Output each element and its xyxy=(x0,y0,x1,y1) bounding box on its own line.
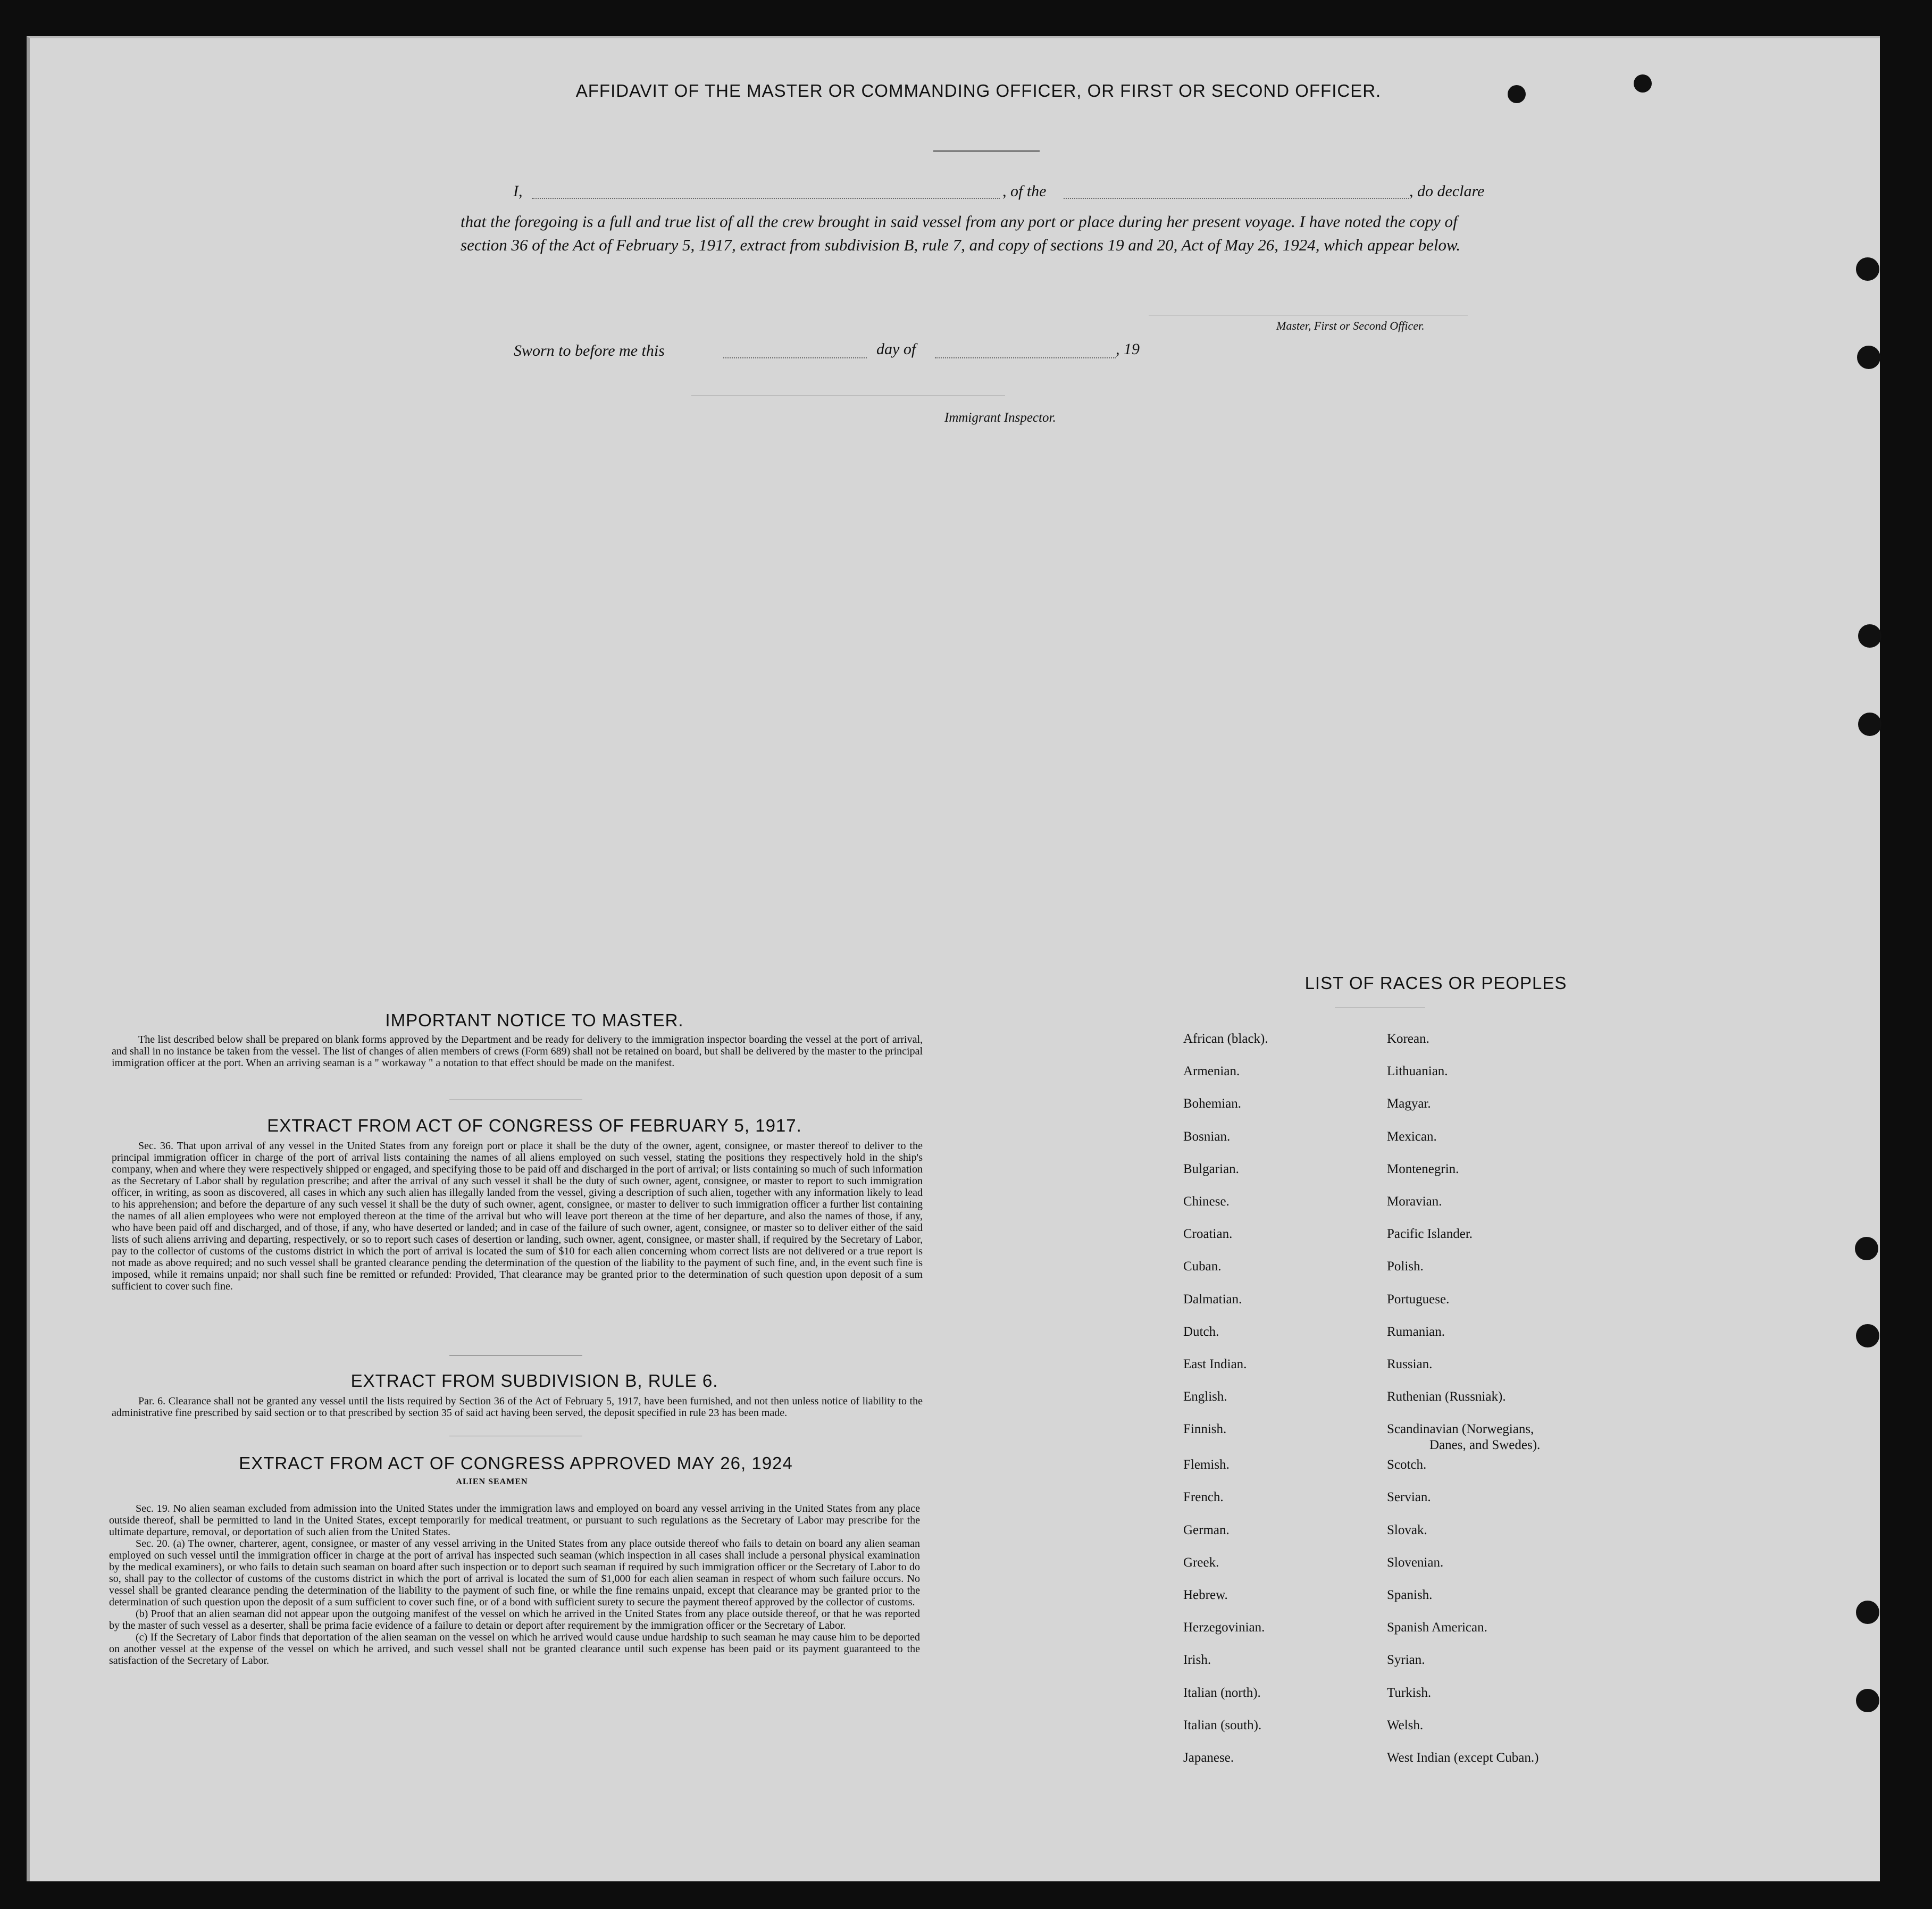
notice-paragraph: The list described below shall be prepared on blank forms approved by the Department and be ready for delivery to the immigration inspector boarding the vessel at the port of arrival, and shall in no instance be taken from the vessel. The list of changes of alien members of crews (Form 689) shall not be retained on board, but shall be delivered by the master to the principal immigration officer at the port. When an arriving seaman is a " workaway " a notation to that effect should be made on the manifest. xyxy=(112,1034,923,1069)
race-item: Italian (south). xyxy=(1183,1718,1262,1732)
race-item: English. xyxy=(1183,1389,1227,1404)
punch-hole xyxy=(1856,1689,1879,1712)
race-item: Welsh. xyxy=(1387,1718,1424,1732)
affidavit-heading: AFFIDAVIT OF THE MASTER OR COMMANDING OFFICER, OR FIRST OR SECOND OFFICER. xyxy=(575,81,1382,101)
race-item: Lithuanian. xyxy=(1387,1064,1448,1079)
extract-1917-heading: EXTRACT FROM ACT OF CONGRESS OF FEBRUARY 5, 1917. xyxy=(267,1116,802,1135)
affidavit-paragraph: that the foregoing is a full and true list of all the crew brought in said vessel from any port or place during her present voyage. I have noted the copy of section 36 of the Act of February 5, 1917, extract from subdivision B, rule 7, and copy of sections 19 and 20, Act of May 26, 1924, which appear below. xyxy=(461,212,1461,254)
race-item: Hebrew. xyxy=(1183,1588,1228,1602)
punch-hole xyxy=(1858,624,1881,648)
race-item: Scotch. xyxy=(1387,1458,1427,1472)
section-19-paragraph: Sec. 19. No alien seaman excluded from admission into the United States under the immigration laws and employed on board any vessel arriving in the United States from any place outside thereof, shall be permitted to land in the United States, except temporarily for medical treatment, or pursuant to such regulations as the Secretary of Labor may prescribe for the ultimate departure, removal, or deportation of such alien from the United States. xyxy=(109,1503,920,1538)
notice-text xyxy=(112,1034,923,1069)
punch-hole xyxy=(1855,1237,1878,1260)
race-item: Dalmatian. xyxy=(1183,1292,1242,1307)
race-item: Ruthenian (Russniak). xyxy=(1387,1389,1506,1404)
races-right-column xyxy=(1387,1032,1540,1783)
affidavit-do-declare-label: , do declare xyxy=(1409,182,1485,200)
race-item: Rumanian. xyxy=(1387,1324,1445,1339)
punch-hole xyxy=(1634,74,1652,93)
race-item: Spanish American. xyxy=(1387,1620,1487,1635)
race-item: French. xyxy=(1183,1490,1224,1505)
race-item: Syrian. xyxy=(1387,1653,1425,1668)
extract-1924-heading: EXTRACT FROM ACT OF CONGRESS APPROVED MAY 26, 1924 xyxy=(239,1453,793,1473)
vessel-field[interactable] xyxy=(1064,198,1409,199)
race-item: Bohemian. xyxy=(1183,1096,1242,1111)
extract-1924-text xyxy=(109,1503,920,1667)
punch-hole xyxy=(1856,1324,1879,1347)
affidavit-i-label: I, xyxy=(513,182,523,200)
race-item: Spanish. xyxy=(1387,1588,1433,1602)
race-item: Dutch. xyxy=(1183,1324,1219,1339)
rule-6-text xyxy=(112,1395,923,1419)
race-item: Cuban. xyxy=(1183,1259,1222,1274)
races-left-column xyxy=(1183,1032,1268,1783)
race-item: Montenegrin. xyxy=(1387,1161,1459,1176)
race-item: Moravian. xyxy=(1387,1194,1442,1209)
race-item: Polish. xyxy=(1387,1259,1424,1274)
race-item: Bulgarian. xyxy=(1183,1161,1239,1176)
punch-hole xyxy=(1856,1601,1879,1624)
race-item: Armenian. xyxy=(1183,1064,1240,1079)
section-36-paragraph: Sec. 36. That upon arrival of any vessel in the United States from any foreign port or place it shall be the duty of the owner, agent, consignee, or master thereof to deliver to the principal immigration officer in charge of the port of arrival lists containing the names of all aliens employed on such vessel, stating the positions they respectively hold in the ship's company, when and where they were respectively shipped or engaged, and specifying those to be paid off and discharged in the port of arrival; or lists containing so much of such information as the Secretary of Labor shall by regulation prescribe; and after the arrival of any such vessel it shall be the duty of such owner, agent, consignee, or master to report to such immigration officer, in writing, as soon as discovered, all cases in which any such alien has illegally landed from the vessel, giving a description of such alien, together with any information likely to lead to his apprehension; and before the departure of any such vessel it shall be the duty of such owner, agent, consignee, or master to deliver to such immigration officer a further list containing the names of all alien employees who were not employed thereon at the time of the arrival but who will leave port thereon at the time of her departure, and also the names of those, if any, who have been paid off and discharged, and of those, if any, who have deserted or landed; and in case of the failure of such owner, agent, consignee, or master so to deliver either of the said lists of such aliens arriving and departing, respectively, or so to report such cases of desertion or landing, such owner, agent, consignee, or master shall, if required by the Secretary of Labor, pay to the collector of customs of the customs district in which the port of arrival is located the sum of $10 for each alien concerning whom correct lists are not delivered or a true report is not made as above required; and no such vessel shall be granted clearance pending the determination of the question of the liability to the payment of such fine, and, in the event such fine is imposed, while it remains unpaid; nor shall such fine be remitted or refunded: Provided, That clearance may be granted prior to the determination of such question upon deposit of a sum sufficient to cover such fine. xyxy=(112,1140,923,1292)
race-item: Japanese. xyxy=(1183,1750,1234,1765)
divider xyxy=(933,150,1040,152)
race-item: Bosnian. xyxy=(1183,1129,1231,1144)
race-item: East Indian. xyxy=(1183,1357,1247,1371)
race-item: Flemish. xyxy=(1183,1458,1230,1472)
punch-hole xyxy=(1856,257,1879,281)
race-item: West Indian (except Cuban.) xyxy=(1387,1750,1539,1765)
races-heading: LIST OF RACES OR PEOPLES xyxy=(1304,973,1567,993)
section-20c-paragraph: (c) If the Secretary of Labor finds that deportation of the alien seaman on the vessel on which he arrived would cause undue hardship to such seaman he may cause him to be deported on another vessel at the expense of the vessel on which he arrived, and such vessel shall not be granted clearance until such expense has been paid or its payment guaranteed to the satisfaction of the Secretary of Labor. xyxy=(109,1631,920,1667)
race-item: Mexican. xyxy=(1387,1129,1437,1144)
race-item: Turkish. xyxy=(1387,1685,1432,1700)
section-20b-paragraph: (b) Proof that an alien seaman did not appear upon the outgoing manifest of the vessel on which he arrived in the United States from any place outside thereof, or that he was reported by the master of such vessel as a deserter, shall be prima facie evidence of a failure to detain or deport after requirement by the immigration officer or the Secretary of Labor. xyxy=(109,1608,920,1631)
section-20a-paragraph: Sec. 20. (a) The owner, charterer, agent, consignee, or master of any vessel arriving in the United States from any place outside thereof who fails to detain on board any alien seaman employed on such vessel until the immigration officer in charge at the port of arrival has inspected such seaman (which inspection in all cases shall include a personal physical examination by the medical examiners), or who fails to detain such seaman on board after such inspection or to deport such seaman if required by such immigration officer or the Secretary of Labor to do so, shall pay to the collector of customs of the customs district in which the port of arrival is located the sum of $1,000 for each alien seaman in respect of whom such failure occurs. No vessel shall be granted clearance pending the determination of the liability to the payment of such fine, or while the fine remains unpaid, except that clearance may be granted prior to the determination of such question upon the deposit of a sum sufficient to cover such fine, or of a bond with sufficient surety to secure the payment thereof approved by the collector of customs. xyxy=(109,1538,920,1608)
master-signature-label: Master, First or Second Officer. xyxy=(1276,319,1425,332)
alien-seamen-subheading: ALIEN SEAMEN xyxy=(456,1477,528,1486)
race-item: Finnish. xyxy=(1183,1422,1227,1437)
punch-hole xyxy=(1508,85,1526,103)
race-item: Croatian. xyxy=(1183,1227,1233,1242)
race-item: German. xyxy=(1183,1522,1230,1537)
race-item: Herzegovinian. xyxy=(1183,1620,1265,1635)
race-item: Greek. xyxy=(1183,1555,1219,1570)
rule-6-paragraph: Par. 6. Clearance shall not be granted any vessel until the lists required by Section 36 of the Act of February 5, 1917, have been furnished, and not then unless notice of liability to the administrative fine prescribed by said section or to that prescribed by section 35 of said act having been served, the deposit specified in rule 23 has been made. xyxy=(112,1395,923,1419)
sworn-month-field[interactable] xyxy=(935,357,1116,358)
name-field[interactable] xyxy=(532,198,1000,199)
race-item: Russian. xyxy=(1387,1357,1433,1371)
race-item: Irish. xyxy=(1183,1653,1211,1668)
affidavit-of-the-label: , of the xyxy=(1002,182,1047,200)
race-item: Portuguese. xyxy=(1387,1292,1450,1307)
race-item: Korean. xyxy=(1387,1032,1429,1046)
punch-hole xyxy=(1858,713,1881,736)
inspector-label: Immigrant Inspector. xyxy=(944,411,1056,425)
race-item: Slovenian. xyxy=(1387,1555,1444,1570)
race-item: Pacific Islander. xyxy=(1387,1227,1473,1242)
race-item: African (black). xyxy=(1183,1032,1268,1046)
year-label: , 19 xyxy=(1116,340,1140,358)
race-item: Slovak. xyxy=(1387,1522,1427,1537)
notice-heading: IMPORTANT NOTICE TO MASTER. xyxy=(385,1010,684,1030)
race-item: Chinese. xyxy=(1183,1194,1230,1209)
race-item: Danes, and Swedes). xyxy=(1429,1438,1541,1453)
race-item: Scandinavian (Norwegians, xyxy=(1387,1422,1534,1437)
sworn-day-field[interactable] xyxy=(723,357,867,358)
day-of-label: day of xyxy=(876,340,916,358)
race-item: Italian (north). xyxy=(1183,1685,1261,1700)
race-item: Servian. xyxy=(1387,1490,1431,1505)
rule-6-heading: EXTRACT FROM SUBDIVISION B, RULE 6. xyxy=(350,1371,718,1391)
punch-hole xyxy=(1857,346,1880,369)
extract-1917-text xyxy=(112,1140,923,1292)
race-item: Magyar. xyxy=(1387,1096,1431,1111)
sworn-label: Sworn to before me this xyxy=(514,342,665,359)
